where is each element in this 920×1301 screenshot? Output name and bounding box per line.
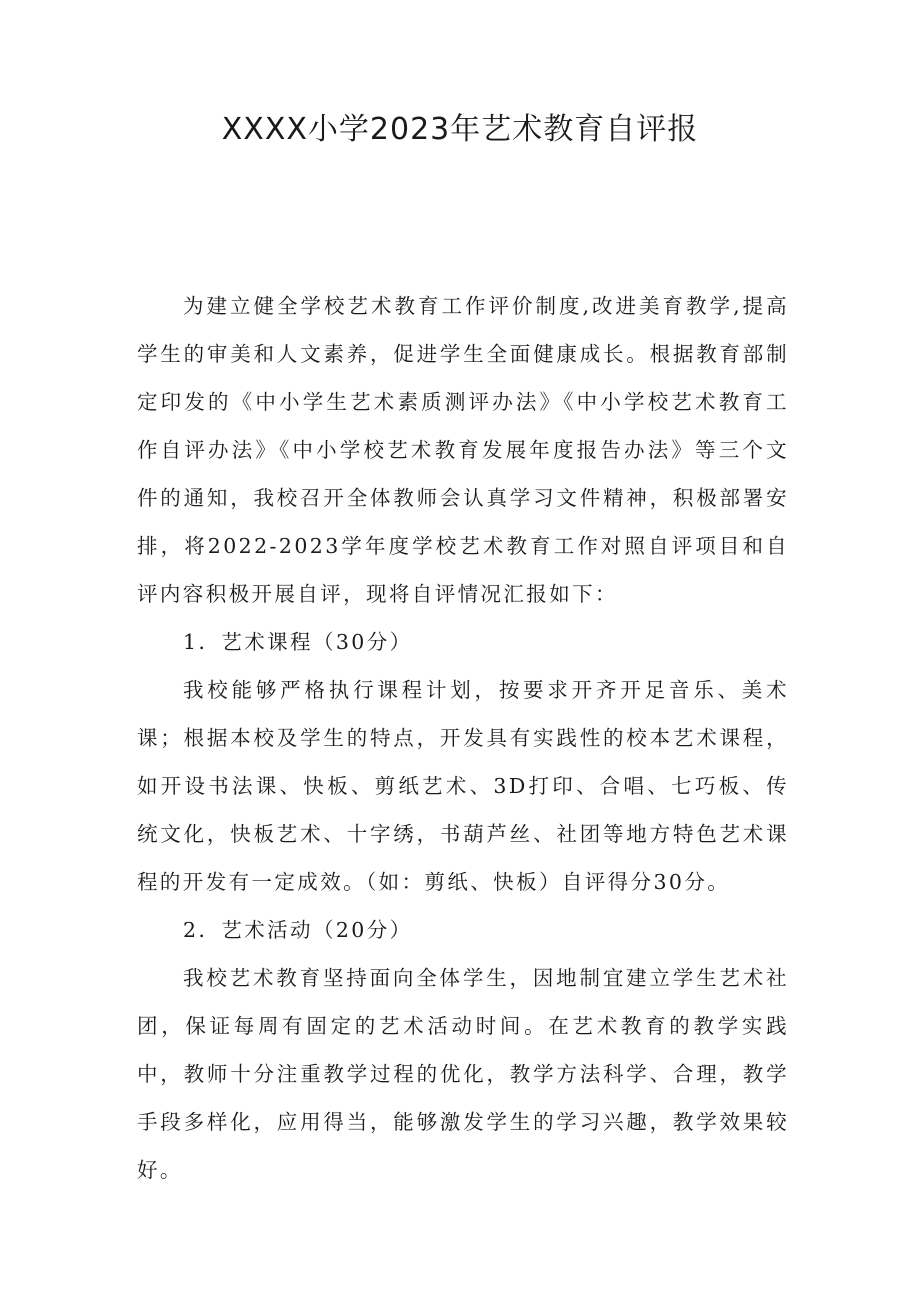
section-heading-art-courses: 1．艺术课程（30分） <box>183 630 413 654</box>
document-body <box>137 282 789 1194</box>
section-heading-art-activities: 2．艺术活动（20分） <box>183 918 413 942</box>
intro-paragraph: 为建立健全学校艺术教育工作评价制度,改进美育教学,提高学生的审美和人文素养，促进学生全面健康成长。根据教育部制定印发的《中小学生艺术素质测评办法》《中小学校艺术教育工作自评办法》《中小学校艺术教育发展年度报告办法》等三个文件的通知，我校召开全体教师会认真学习文件精神，积极部署安排，将2022-2023学年度学校艺术教育工作对照自评项目和自评内容积极开展自评，现将自评情况汇报如下： <box>137 294 789 606</box>
art-activities-paragraph: 我校艺术教育坚持面向全体学生，因地制宜建立学生艺术社团，保证每周有固定的艺术活动时间。在艺术教育的教学实践中，教师十分注重教学过程的优化，教学方法科学、合理，教学手段多样化，应用得当，能够激发学生的学习兴趣，教学效果较好。 <box>137 966 789 1182</box>
art-courses-paragraph: 我校能够严格执行课程计划，按要求开齐开足音乐、美术课；根据本校及学生的特点，开发具有实践性的校本艺术课程，如开设书法课、快板、剪纸艺术、3D打印、合唱、七巧板、传统文化，快板艺术、十字绣，书葫芦丝、社团等地方特色艺术课程的开发有一定成效。（如：剪纸、快板）自评得分30分。 <box>137 678 789 894</box>
document-title: XXXX小学2023年艺术教育自评报 <box>221 112 699 147</box>
